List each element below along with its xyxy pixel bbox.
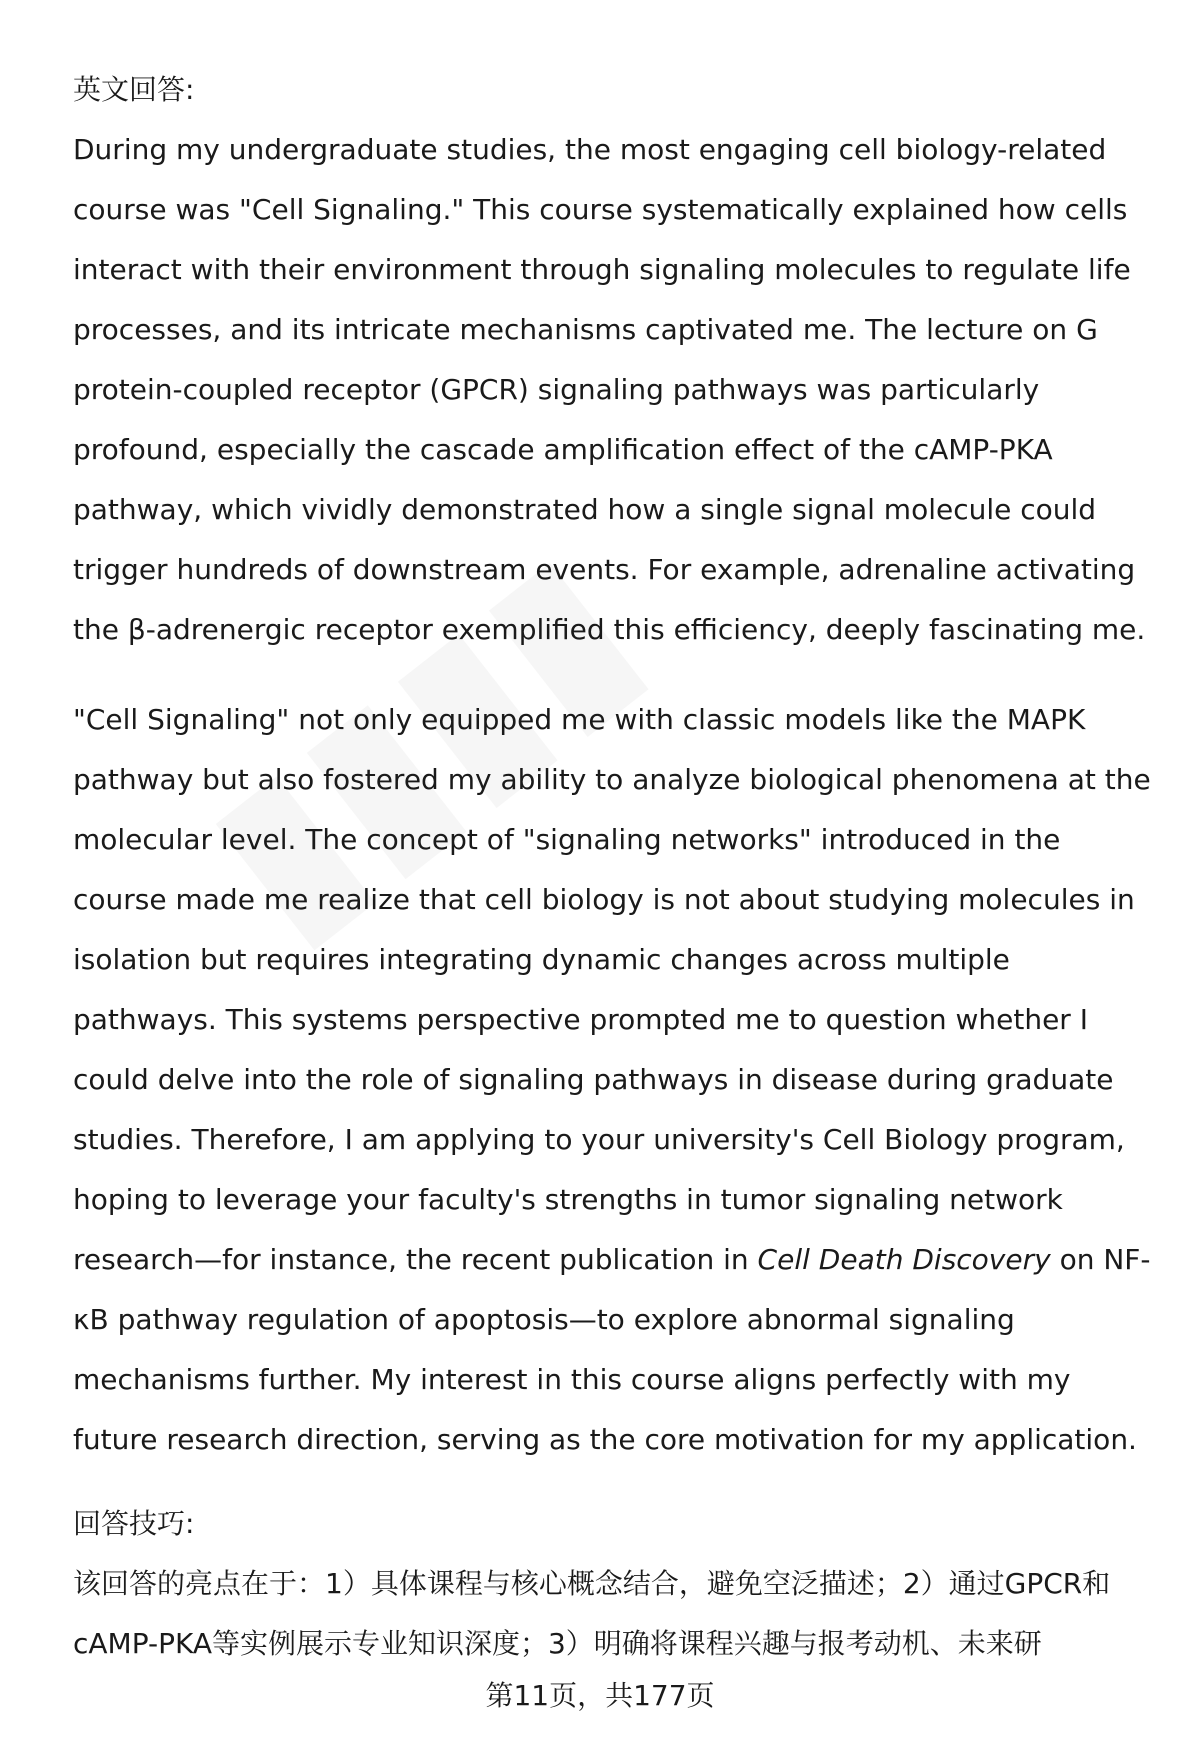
paragraph-2-text-start: "Cell Signaling" not only equipped me with classic models like the MAPK pathway but also fostered my ability to analyze biological phenomena at the molecular level. The concept of "signaling networks" introduced in the course made me realize that cell biology is not about studying molecules in isolation but requires integrating dynamic changes across multiple pathways. This systems perspective prompted me to question whether I could delve into the role of signaling pathways in disease during graduate studies. Therefore, I am applying to your university's Cell Biology program, hoping to leverage your faculty's strengths in tumor signaling network research—for instance, the recent publication in xyxy=(73,703,1151,1276)
page-indicator: 第11页，共177页 xyxy=(0,1672,1200,1736)
answer-paragraph-1: During my undergraduate studies, the most engaging cell biology-related course was "Cell Signaling." This course systematically explained how cells interact with their environment through signaling molecules to regulate life processes, and its intricate mechanisms captivated me. The lecture on G protein-coupled receptor (GPCR) signaling pathways was particularly profound, especially the cascade amplification effect of the cAMP-PKA pathway, which vividly demonstrated how a single signal molecule could trigger hundreds of downstream events. For example, adrenaline activating the β-adrenergic receptor exemplified this efficiency, deeply fascinating me. xyxy=(73,133,1146,646)
tips-heading: 回答技巧: xyxy=(73,1507,195,1540)
tips-text: 该回答的亮点在于：1）具体课程与核心概念结合，避免空泛描述；2）通过GPCR和cAMP-PKA等实例展示专业知识深度；3）明确将课程兴趣与报考动机、未来研 xyxy=(73,1567,1111,1660)
answer-paragraph-2 xyxy=(73,690,1153,1470)
paragraph-2-text-end: on NF-κB pathway regulation of apoptosis—to explore abnormal signaling mechanisms further. My interest in this course aligns perfectly with my future research direction, serving as the core motivation for my application. xyxy=(73,1243,1151,1456)
answer-heading: 英文回答: xyxy=(73,73,195,106)
document-content xyxy=(73,60,1153,1674)
journal-title: Cell Death Discovery xyxy=(757,1243,1051,1276)
